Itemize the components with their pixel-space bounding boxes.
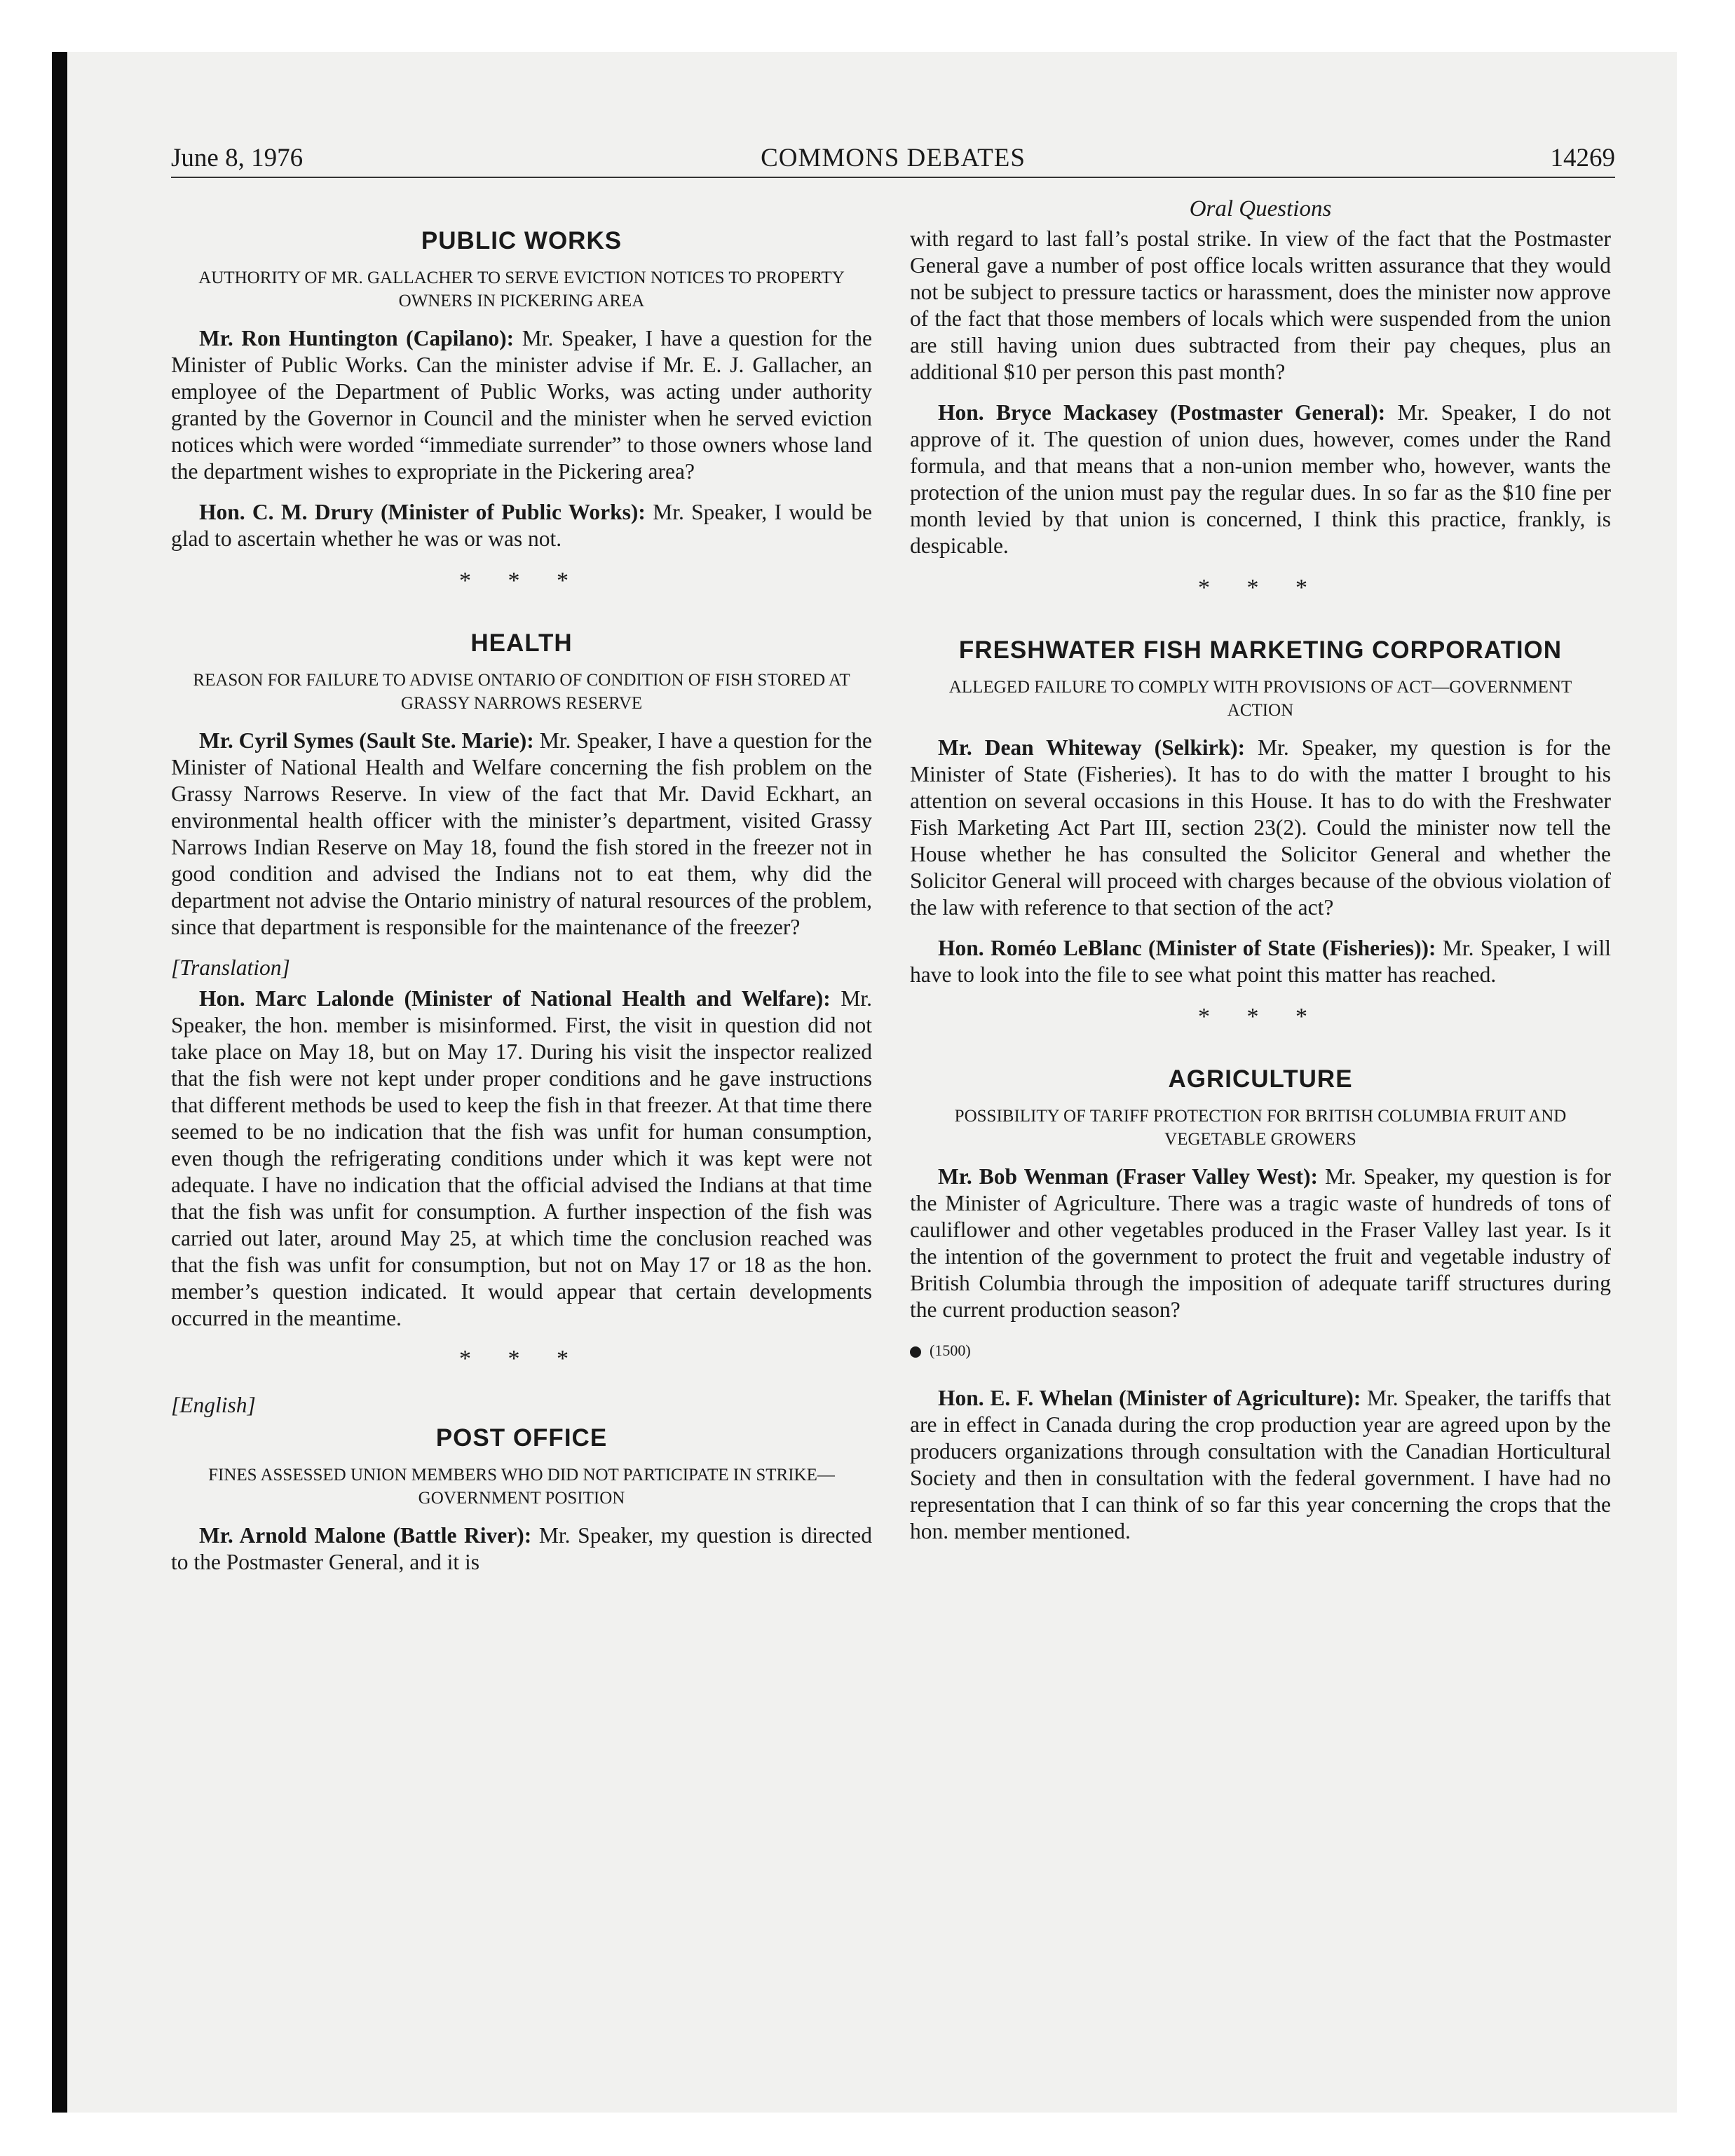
right-column [910, 195, 1611, 1559]
section-freshwater [910, 635, 1611, 988]
speech-text: Mr. Speaker, my question is for the Minister of State (Fisheries). It has to do with the matter I brought to his attention on several occasions in this House. It has to do with the Freshwater Fish Marketing Act Part III, section 23(2). Could the minister now tell the House whether he has consulted the Solicitor General and whether the Solicitor General will proceed with charges because of the obvious violation of the law with reference to that section of the act? [910, 735, 1612, 920]
speaker-name: Hon. Marc Lalonde (Minister of National Health and Welfare): [199, 986, 831, 1011]
header-date: June 8, 1976 [171, 144, 304, 172]
section-title: AGRICULTURE [1168, 1065, 1353, 1093]
section-title: HEALTH [470, 629, 573, 657]
speech-text: Mr. Speaker, the hon. member is misinformed. First, the visit in question did not take place on May 18, but on May 17. During his visit the inspector realized that the fish were not kept under proper conditions and he gave instructions that different methods be used to keep the fish in that freezer. At that time there seemed to be no indication that the fish was unfit for human consumption, even though the refrigerating conditions under which it was kept were not adequate. I have no indication that the official advised the Indians at that time that the fish was unfit for consumption. A further inspection of the fish was carried out later, around May 25, at which time the conclusion reached was that the fish was unfit for consumption, but not on May 17 or 18 as the hon. member’s question indicated. It would appear that certain developments occurred in the meantime. [171, 986, 873, 1330]
speech-text: Mr. Speaker, I have a question for the Minister of Public Works. Can the minister advise if Mr. E. J. Gallacher, an employee of the Department of Public Works, was acting under authority granted by the Governor in Council and the minister when he served eviction notices which were worded “immediate surrender” to those owners whose land the department wishes to expropriate in the Pickering area? [171, 326, 873, 484]
speech-text: Mr. Speaker, the tariffs that are in effect in Canada during the crop production year are agreed upon by the producers organizations through consultation with the Canadian Horticultural Society and then in consultation with the federal government. I have had no representation that I can think of so far this year concerning the crops that the hon. member mentioned. [910, 1386, 1612, 1543]
section-health [171, 628, 872, 1332]
scan-edge [52, 52, 67, 2113]
answer-paragraph [910, 935, 1611, 988]
section-separator: * * * [1198, 575, 1323, 601]
section-separator: * * * [1198, 1004, 1323, 1030]
speaker-name: Hon. Bryce Mackasey (Postmaster General): [938, 400, 1386, 425]
page-number: 14269 [1550, 144, 1615, 172]
question-paragraph [910, 735, 1611, 921]
bullet-icon [910, 1346, 921, 1358]
question-paragraph [171, 1522, 872, 1576]
time-marker-text: (1500) [930, 1342, 971, 1359]
question-continuation [910, 226, 1611, 386]
section-public-works [171, 226, 872, 552]
time-marker [910, 1337, 1611, 1364]
answer-paragraph [171, 985, 872, 1332]
section-post-office-continued [910, 226, 1611, 559]
section-subtitle: ALLEGED FAILURE TO COMPLY WITH PROVISIONS OF ACT—GOVERNMENT ACTION [948, 678, 1572, 720]
answer-paragraph [910, 1385, 1611, 1545]
page-header [171, 140, 1615, 178]
answer-paragraph [910, 400, 1611, 559]
section-post-office [171, 1423, 872, 1576]
speaker-name: Mr. Ron Huntington (Capilano): [199, 326, 515, 350]
speaker-name: Mr. Bob Wenman (Fraser Valley West): [938, 1164, 1318, 1189]
speech-text: with regard to last fall’s postal strike. In view of the fact that the Postmaster General gave a number of post office locals written assurance that they would not be subject to pressure tactics or harassment, does the minister now approve of the fact that those members of locals which were suspended from the union are still having union dues subtracted from their pay cheques, plus an additional $10 per person this past month? [910, 226, 1611, 384]
speaker-name: Hon. C. M. Drury (Minister of Public Works): [199, 500, 646, 524]
section-title: FRESHWATER FISH MARKETING CORPORATION [958, 636, 1563, 664]
section-title: POST OFFICE [435, 1424, 608, 1452]
speech-text: Mr. Speaker, my question is for the Minister of Agriculture. There was a tragic waste of hundreds of tons of cauliflower and other vegetables produced in the Fraser Valley last year. Is it the intention of the government to protect the fruit and vegetable industry of British Columbia through the imposition of adequate tariff structures during the current production season? [910, 1164, 1612, 1322]
section-agriculture [910, 1064, 1611, 1545]
translation-note: [Translation] [171, 955, 290, 980]
section-separator: * * * [459, 568, 584, 594]
speaker-name: Hon. Roméo LeBlanc (Minister of State (Fisheries)): [938, 936, 1436, 960]
speech-text: Mr. Speaker, I will have to look into the file to see what point this matter has reached. [910, 936, 1612, 987]
left-column [171, 226, 872, 1590]
section-subtitle: FINES ASSESSED UNION MEMBERS WHO DID NOT PARTICIPATE IN STRIKE—GOVERNMENT POSITION [208, 1466, 835, 1508]
question-paragraph [171, 728, 872, 941]
section-separator: * * * [459, 1346, 584, 1372]
section-title: PUBLIC WORKS [421, 227, 622, 254]
english-note: [English] [171, 1393, 256, 1417]
section-subtitle: POSSIBILITY OF TARIFF PROTECTION FOR BRITISH COLUMBIA FRUIT AND VEGETABLE GROWERS [954, 1107, 1567, 1149]
speaker-name: Mr. Dean Whiteway (Selkirk): [938, 735, 1246, 760]
speech-text: Mr. Speaker, I would be glad to ascertain whether he was or was not. [171, 500, 872, 551]
speech-text: Mr. Speaker, I have a question for the Minister of National Health and Welfare concerning the fish problem on the Grassy Narrows Reserve. In view of the fact that Mr. David Eckhart, an environmental health officer with the minister’s department, visited Grassy Narrows Indian Reserve on May 18, found the fish stored in the freezer not in good condition and advised the Indians not to eat them, why did the department not advise the Ontario ministry of natural resources of the problem, since that department is responsible for the maintenance of the freezer? [171, 728, 873, 939]
question-paragraph [910, 1164, 1611, 1323]
section-subtitle: REASON FOR FAILURE TO ADVISE ONTARIO OF CONDITION OF FISH STORED AT GRASSY NARROWS RESERVE [193, 671, 850, 713]
speech-text: Mr. Speaker, I do not approve of it. The question of union dues, however, comes under the Rand formula, and that means that a non-union member who, however, wants the protection of the union must pay the regular dues. In so far as the $10 fine per month levied by that union is concerned, I think this practice, frankly, is despicable. [910, 400, 1611, 558]
speaker-name: Mr. Cyril Symes (Sault Ste. Marie): [199, 728, 534, 753]
answer-paragraph [171, 499, 872, 552]
section-subtitle: AUTHORITY OF MR. GALLACHER TO SERVE EVICTION NOTICES TO PROPERTY OWNERS IN PICKERING AREA [198, 268, 845, 311]
question-paragraph [171, 325, 872, 485]
speaker-name: Hon. E. F. Whelan (Minister of Agriculture): [938, 1386, 1361, 1410]
running-head: Oral Questions [1189, 196, 1332, 221]
speech-text: Mr. Speaker, my question is directed to the Postmaster General, and it is [171, 1523, 873, 1574]
speaker-name: Mr. Arnold Malone (Battle River): [199, 1523, 532, 1548]
header-title: COMMONS DEBATES [761, 144, 1026, 172]
